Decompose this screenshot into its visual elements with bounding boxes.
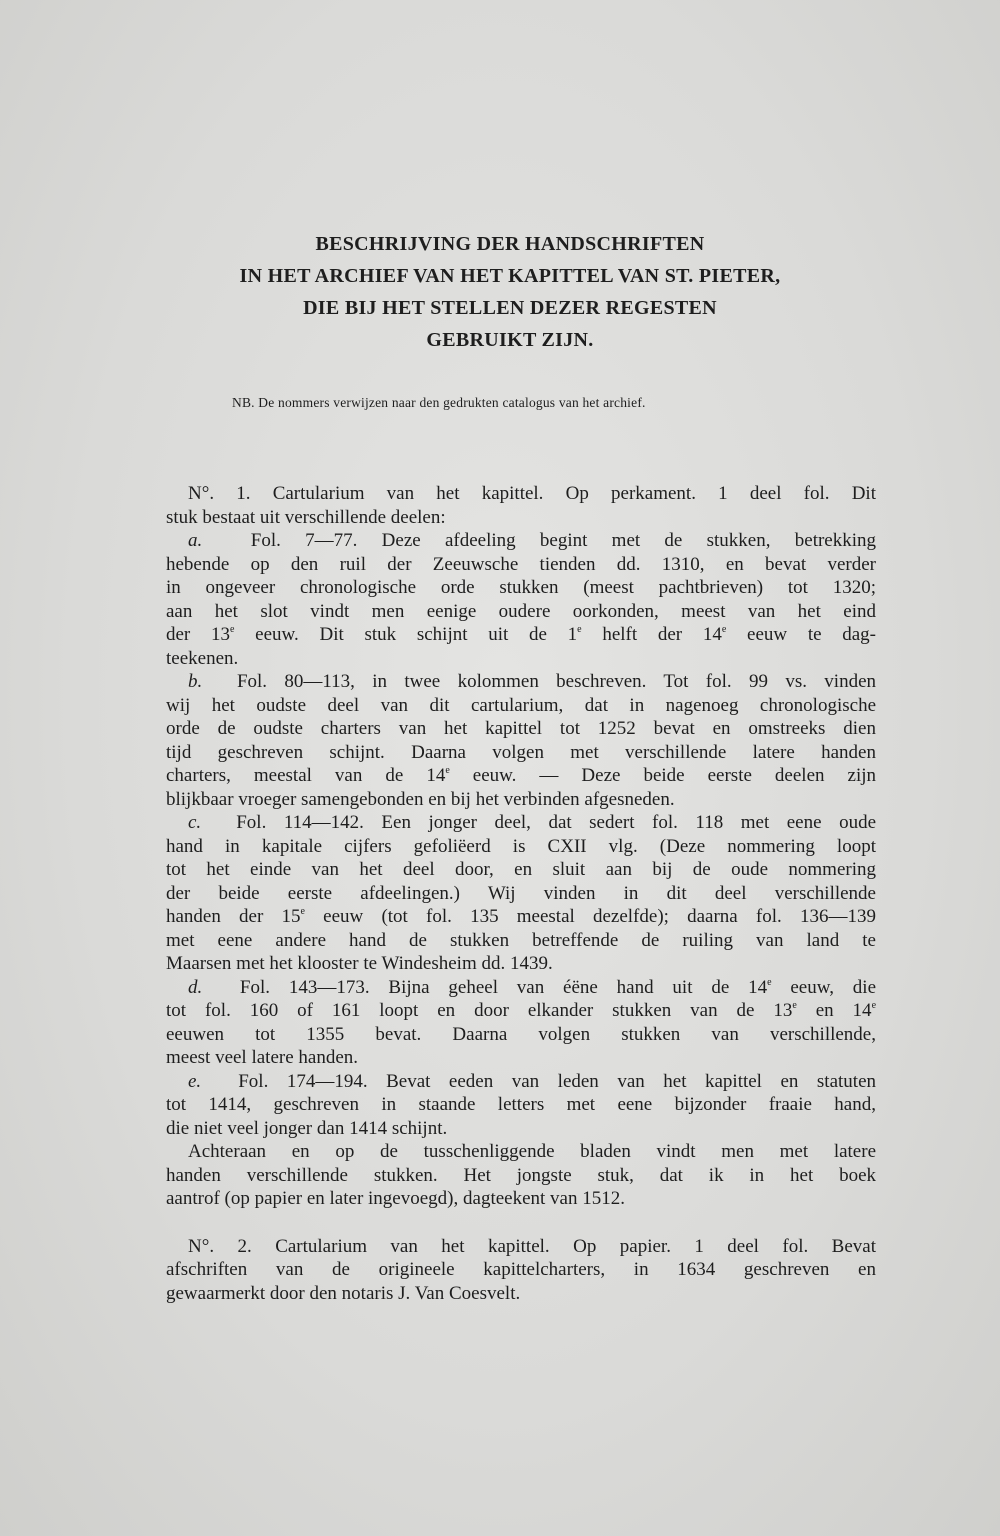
entry1-line-08: teekenen. — [166, 647, 239, 669]
entry1-line-04: hebende op den ruil der Zeeuwsche tienden dd. 1310, en bevat verder — [166, 553, 876, 575]
entry1-line-06: aan het slot vindt men eenige oudere oorkonden, meest van het eind — [166, 600, 876, 622]
entry1-line-10: wij het oudste deel van dit cartularium, dat in nagenoeg chronologische — [166, 694, 876, 716]
subsection-label-c: c. — [188, 812, 202, 833]
entry1-line-31: aantrof (op papier en later ingevoegd), dagteekent van 1512. — [166, 1188, 625, 1209]
entry1-line-30: handen verschillende stukken. Het jongste stuk, dat ik in het boek — [166, 1164, 876, 1186]
entry1-line-19-part-a: handen der 15 — [166, 906, 301, 927]
entry1-line-11: orde de oudste charters van het kapittel tot 1252 bevat en omstreeks dien — [166, 718, 876, 739]
superscript: e — [871, 1000, 877, 1011]
entry1-line-22-part-b: eeuw, die — [771, 976, 876, 998]
entry1-line-15-text: Fol. 114—142. Een jonger deel, dat sedert fol. 118 met eene oude — [236, 812, 876, 833]
entry1-line-28: die niet veel jonger dan 1414 schijnt. — [166, 1117, 448, 1139]
entry1-line-18: der beide eerste afdeelingen.) Wij vinden in dit deel verschillende — [166, 882, 876, 904]
entry1-line-14: blijkbaar vroeger samengebonden en bij het verbinden afgesneden. — [166, 788, 675, 810]
entry1-line-02: stuk bestaat uit verschillende deelen: — [166, 506, 446, 528]
entry1-line-23 — [166, 999, 876, 1023]
entry1-line-12: tijd geschreven schijnt. Daarna volgen met verschillende latere handen — [166, 741, 876, 763]
entry1-line-16: hand in kapitale cijfers gefoliëerd is CXII vlg. (Deze nommering loopt — [166, 835, 876, 857]
title-line-4: GEBRUIKT ZIJN. — [426, 329, 594, 351]
title-line-1: BESCHRIJVING DER HANDSCHRIFTEN — [315, 233, 705, 255]
subsection-label-a: a. — [188, 530, 203, 551]
entry1-line-01: N°. 1. Cartularium van het kapittel. Op perkament. 1 deel fol. Dit — [188, 483, 876, 504]
title-line-2: IN HET ARCHIEF VAN HET KAPITTEL VAN ST. PIETER, — [239, 265, 781, 287]
entry1-line-23-part-a: tot fol. 160 of 161 loopt en door elkander stukken van de 13 — [166, 1000, 793, 1021]
entry1-line-09-text: Fol. 80—113, in twee kolommen beschreven. Tot fol. 99 vs. vinden — [236, 671, 877, 692]
entry1-line-09 — [166, 670, 876, 694]
entry1-line-13 — [166, 764, 876, 788]
entry1-line-03-text: Fol. 7—77. Deze afdeeling begint met de stukken, betrekking — [250, 530, 877, 551]
entry1-line-05: in ongeveer chronologische orde stukken (meest pachtbrieven) tot 1320; — [166, 577, 876, 598]
entry1-line-07-part-a: der 13 — [166, 624, 230, 645]
entry1-line-22 — [166, 976, 876, 1000]
superscript: e — [300, 906, 305, 917]
entry1-line-17: tot het einde van het deel door, en sluit aan bij de oude nommering — [166, 859, 876, 880]
entry1-line-07-part-c: helft der 14 — [581, 624, 722, 645]
entry1-line-19 — [166, 905, 876, 929]
entry2-line-02: afschriften van de origineele kapittelcharters, in 1634 geschreven en — [166, 1259, 876, 1280]
title-line-3: DIE BIJ HET STELLEN DEZER REGESTEN — [303, 297, 717, 319]
superscript: e — [792, 1000, 797, 1011]
entry1-line-13-part-b: eeuw. — Deze beide eerste deelen zijn — [449, 765, 876, 786]
entry1-line-26 — [166, 1070, 876, 1094]
entry2-line-01: N°. 2. Cartularium van het kapittel. Op papier. 1 deel fol. Bevat — [188, 1235, 876, 1257]
editorial-note: NB. De nommers verwijzen naar den gedrukten catalogus van het archief. — [232, 395, 646, 410]
entry1-line-26-text: Fol. 174—194. Bevat eeden van leden van het kapittel en statuten — [238, 1070, 877, 1092]
entry1-line-15 — [166, 811, 876, 835]
document-body — [166, 482, 876, 1305]
entry1-line-07 — [166, 623, 876, 647]
superscript: e — [767, 976, 772, 988]
entry1-line-25: meest veel latere handen. — [166, 1047, 359, 1068]
paragraph-gap — [166, 1211, 876, 1235]
entry1-line-22-part-a: Fol. 143—173. Bijna geheel van éëne hand uit de 14 — [239, 976, 768, 998]
entry1-line-19-part-b: eeuw (tot fol. 135 meestal dezelfde); daarna fol. 136—139 — [304, 906, 876, 927]
superscript: e — [229, 624, 235, 635]
subsection-label-b: b. — [188, 671, 203, 692]
entry1-line-27: tot 1414, geschreven in staande letters met eene bijzonder fraaie hand, — [166, 1094, 876, 1115]
entry1-line-07-part-b: eeuw. Dit stuk schijnt uit de 1 — [234, 624, 578, 645]
superscript: e — [445, 765, 450, 776]
entry1-line-24: eeuwen tot 1355 bevat. Daarna volgen stukken van verschillende, — [166, 1023, 876, 1045]
subsection-label-d: d. — [188, 976, 203, 998]
entry1-line-07-part-d: eeuw te dag- — [726, 624, 877, 645]
entry1-line-03 — [166, 529, 876, 553]
entry1-line-21: Maarsen met het klooster te Windesheim dd. 1439. — [166, 953, 553, 974]
entry2-line-03: gewaarmerkt door den notaris J. Van Coesvelt. — [166, 1282, 521, 1304]
entry1-line-20: met eene andere hand de stukken betreffende de ruiling van land te — [166, 929, 876, 951]
superscript: e — [721, 624, 727, 635]
entry1-line-29: Achteraan en op de tusschenliggende bladen vindt men met latere — [188, 1141, 876, 1162]
superscript: e — [577, 624, 582, 635]
page-title — [150, 228, 870, 356]
entry1-line-13-part-a: charters, meestal van de 14 — [166, 765, 446, 786]
subsection-label-e: e. — [188, 1070, 202, 1092]
entry1-line-23-part-b: en 14 — [796, 1000, 872, 1021]
